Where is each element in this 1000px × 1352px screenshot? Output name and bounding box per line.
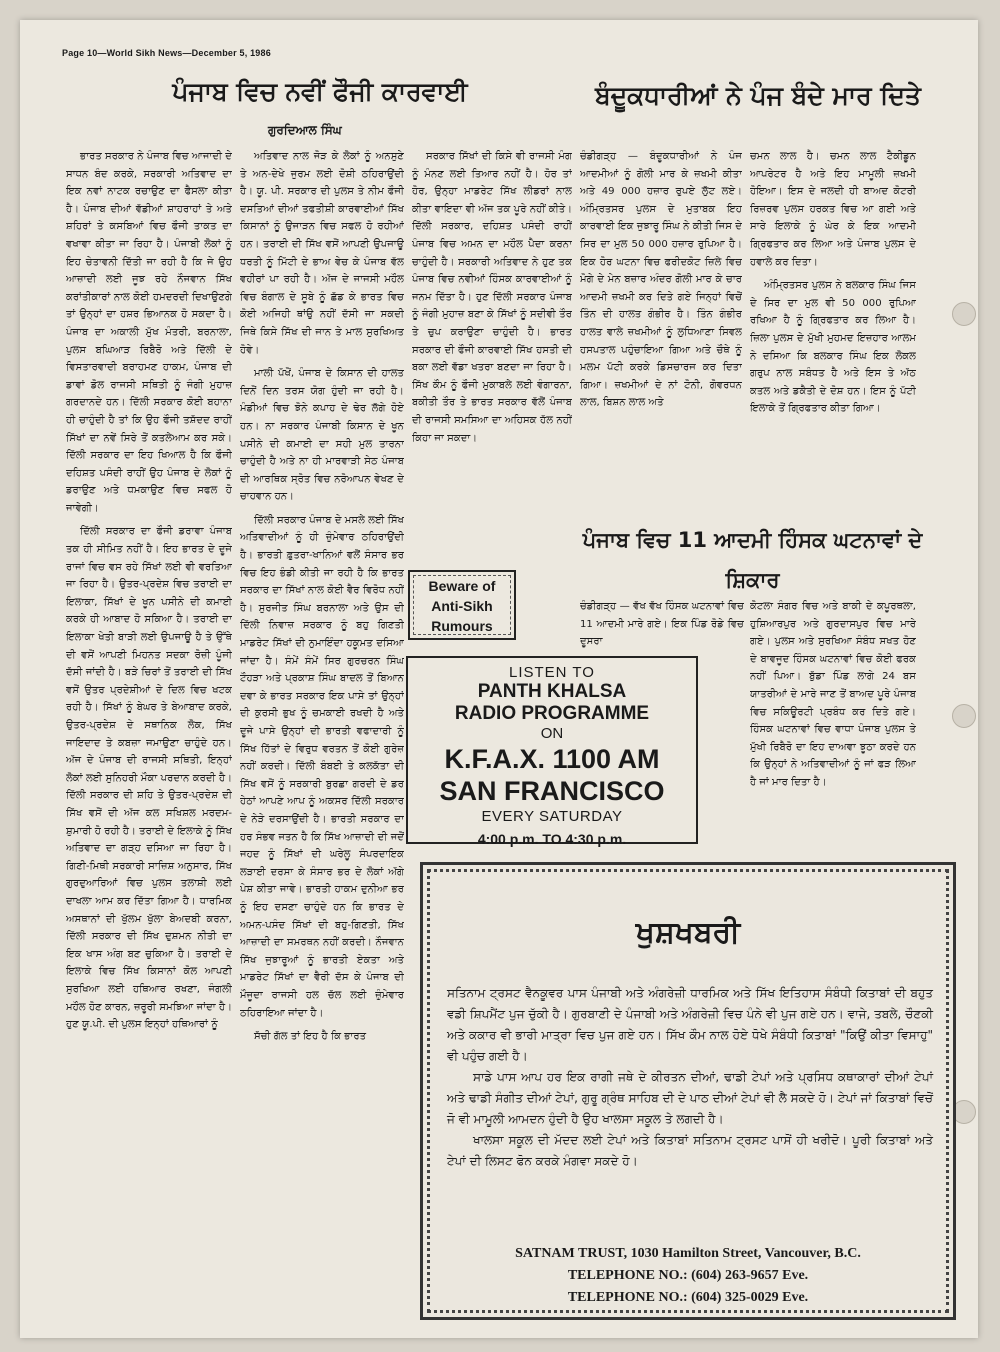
ad-body: [447, 983, 933, 1172]
ad-paragraph: ਖਾਲਸਾ ਸਕੂਲ ਦੀ ਮੱਦਦ ਲਈ ਟੇਪਾਂ ਅਤੇ ਕਿਤਾਬਾਂ ਸਤਿਨਾਮ ਟ੍ਰਸਟ ਪਾਸੋਂ ਹੀ ਖਰੀਦੋ। ਪੂਰੀ ਕਿਤਾਬਾਂ ਅਤੇ ਟੇਪਾਂ ਦੀ ਲਿਸਟ ਫੋਨ ਕਰਕੇ ਮੰਗਵਾ ਸਕਦੇ ਹੋ।: [447, 1133, 933, 1168]
rumours-line: Rumours: [431, 618, 493, 634]
ad-phone: TELEPHONE NO.: (604) 325-0029 Eve.: [567, 1290, 809, 1305]
article3-paragraph: ਕੋਟਲਾ ਸੰਗਰ ਵਿਚ ਅਤੇ ਬਾਕੀ ਦੇ ਕਪੂਰਥਲਾ, ਹੁਸ਼ਿਆਰਪੁਰ ਅਤੇ ਗੁਰਦਾਸਪੁਰ ਵਿਚ ਮਾਰੇ ਗਏ। ਪੁਲਸ ਅਤੇ ਸੁਰਖਿਆ ਸੰਬੰਧ ਸਖਤ ਹੋਣ ਦੇ ਬਾਵਜੂਦ ਹਿੰਸਕ ਘਟਨਾਵਾਂ ਵਿਚ ਕੋਈ ਫਰਕ ਨਹੀਂ ਪਿਆ। ਬੁੱਡਾ ਪਿੰਡ ਲਾਗੇ 24 ਬਸ ਯਾਤਰੀਆਂ ਦੇ ਮਾਰੇ ਜਾਣ ਤੋਂ ਬਾਅਦ ਪੂਰੇ ਪੰਜਾਬ ਵਿਚ ਸਕਿਊਰਟੀ ਪ੍ਰਬੰਧ ਕਰ ਦਿਤੇ ਗਏ। ਹਿੰਸਕ ਘਟਨਾਵਾਂ ਵਿਚ ਵਾਧਾ ਪੰਜਾਬ ਪੁਲਸ ਤੇ ਮੁੱਖੀ ਰਿਬੈਰੋ ਦਾ ਇਹ ਦਾਅਵਾ ਝੂਠਾ ਕਰਦੇ ਹਨ ਕਿ ਉਨ੍ਹਾਂ ਨੇ ਅਤਿਵਾਦੀਆਂ ਨੂੰ ਜਾਂ ਫੜ ਲਿਆ ਹੈ ਜਾਂ ਮਾਰ ਦਿਤਾ ਹੈ।: [750, 601, 916, 788]
page-folio: Page 10—World Sikh News—December 5, 1986: [62, 48, 271, 58]
article1-paragraph: ਸਰਕਾਰ ਸਿੱਖਾਂ ਦੀ ਕਿਸੇ ਵੀ ਰਾਜਸੀ ਮੰਗ ਨੂੰ ਮੰਨਣ ਲਈ ਤਿਆਰ ਨਹੀਂ ਹੈ। ਹੋਰ ਤਾਂ ਹੋਰ, ਉਨ੍ਹਾ ਮਾਡਰੇਟ ਸਿੱਖ ਲੀਡਰਾਂ ਨਾਲ ਕੀਤਾ ਵਾਇਦਾ ਵੀ ਅੱਜ ਤਕ ਪੂਰੇ ਨਹੀਂ ਕੀਤੇ। ਦਿੱਲੀ ਸਰਕਾਰ, ਦਹਿਸ਼ਤ ਪਸੰਦੀ ਰਾਹੀਂ ਪੰਜਾਬ ਵਿਚ ਅਮਨ ਦਾ ਮਹੌਲ ਪੈਦਾ ਕਰਨਾ ਚਾਹੁੰਦੀ ਹੈ। ਸਰਕਾਰੀ ਅਤਿਵਾਦ ਨੇ ਹੁਣ ਤਕ ਪੰਜਾਬ ਵਿਚ ਨਵੀਆਂ ਹਿੰਸਕ ਕਾਰਵਾਈਆਂ ਨੂੰ ਜਨਮ ਦਿੱਤਾ ਹੈ। ਹੁਣ ਦਿੱਲੀ ਸਰਕਾਰ ਪੰਜਾਬ ਨੂੰ ਜੰਗੀ ਮੁਹਾਜ਼ ਬਣਾ ਕੇ ਸਿੱਖਾਂ ਨੂੰ ਸਦੀਵੀ ਤੌਰ ਤੇ ਚੁਪ ਕਰਾਉਣਾ ਚਾਹੁੰਦੀ ਹੈ। ਭਾਰਤ ਸਰਕਾਰ ਦੀ ਫੌਜੀ ਕਾਰਵਾਈ ਸਿੱਖ ਹਸਤੀ ਦੀ ਬਕਾ ਲਈ ਵੱਡਾ ਖਤਰਾ ਬਣਦਾ ਜਾ ਰਿਹਾ ਹੈ। ਸਿੱਖ ਕੌਮ ਨੂੰ ਫੌਜੀ ਮੁਕਾਬਲੇ ਲਈ ਵੰਗਾਰਨਾ, ਬਕੀਤੀ ਤੌਰ ਤੇ ਭਾਰਤ ਸਰਕਾਰ ਵੱਲੋਂ ਪੰਜਾਬ ਦੀ ਰਾਜਸੀ ਸਮਸਿਆ ਦਾ ਅਹਿਸਕ ਹੱਲ ਨਹੀਂ ਕਿਹਾ ਜਾ ਸਕਦਾ।: [412, 151, 572, 444]
binder-hole: [952, 704, 976, 728]
ad-paragraph: ਸਾਡੇ ਪਾਸ ਆਪ ਹਰ ਇਕ ਰਾਗੀ ਜਥੇ ਦੇ ਕੀਰਤਨ ਦੀਆਂ, ਢਾਡੀ ਟੇਪਾਂ ਅਤੇ ਪ੍ਰਸਿਧ ਕਥਾਕਾਰਾਂ ਦੀਆਂ ਟੇਪਾਂ ਅਤੇ ਢਾਡੀ ਸੰਗੀਤ ਦੀਆਂ ਟੇਪਾਂ, ਗੁਰੂ ਗ੍ਰੰਥ ਸਾਹਿਬ ਦੀ ਦੇ ਪਾਠ ਦੀਆਂ ਟੇਪਾਂ ਵੀ ਲੈ ਸਕਦੇ ਹੋ। ਟੇਪਾਂ ਜਾਂ ਕਿਤਾਬਾਂ ਵਿਚੋਂ ਜੋ ਵੀ ਮਾਮੂਲੀ ਆਮਦਨ ਹੁੰਦੀ ਹੈ ਉਹ ਖਾਲਸਾ ਸਕੂਲ ਤੇ ਲਗਦੀ ਹੈ।: [447, 1070, 933, 1126]
ad-phone: TELEPHONE NO.: (604) 263-9657 Eve.: [567, 1268, 809, 1283]
radio-station: K.F.A.X. 1100 AM: [444, 744, 660, 774]
radio-schedule: EVERY SATURDAY: [481, 808, 623, 825]
article2-paragraph: ਅੰਮ੍ਰਿਤਸਰ ਪੁਲਸ ਨੇ ਬਲਕਾਰ ਸਿੰਘ ਜਿਸ ਦੇ ਸਿਰ ਦਾ ਮੁਲ ਵੀ 50 000 ਰੁਪਿਆ ਰਖਿਆ ਹੈ ਨੂੰ ਗ੍ਰਿਫਤਾਰ ਕਰ ਲਿਆ ਹੈ। ਜ਼ਿਲਾ ਪੁਲਸ ਦੇ ਮੁੱਖੀ ਮੁਹਮਦ ਇਜ਼ਹਾਰ ਆਲਮ ਨੇ ਦਸਿਆ ਕਿ ਬਲਕਾਰ ਸਿੰਘ ਇਕ ਲੋਕਲ ਗਰੁਪ ਨਾਲ ਸਬੰਧਤ ਹੈ ਅਤੇ ਇਸ ਤੇ ਅੱਠ ਕਤਲ ਅਤੇ ਡਕੈਤੀ ਦੇ ਦੋਸ਼ ਹਨ। ਇਸ ਨੂੰ ਪੱਟੀ ਇਲਾਕੇ ਤੋਂ ਗ੍ਰਿਫਤਾਰ ਕੀਤਾ ਗਿਆ।: [750, 280, 916, 415]
ad-title: ਖੁਸ਼ਖਬਰੀ: [635, 915, 741, 950]
article1-paragraph: ਦਿੱਲੀ ਸਰਕਾਰ ਪੰਜਾਬ ਦੇ ਮਸਲੇ ਲਈ ਸਿੱਖ ਅਤਿਵਾਦੀਆਂ ਨੂੰ ਹੀ ਜ਼ੁੰਮੇਵਾਰ ਠਹਿਰਾਉਂਦੀ ਹੈ। ਭਾਰਤੀ ਫ਼ੁਤਰਾ-ਖਾਨਿਆਂ ਵਲੋਂ ਸੰਸਾਰ ਭਰ ਵਿਚ ਇਹ ਭੰਡੀ ਕੀਤੀ ਜਾ ਰਹੀ ਹੈ ਕਿ ਭਾਰਤ ਸਰਕਾਰ ਦਾ ਸਿੱਖਾਂ ਨਾਲ ਕੋਈ ਵੈਰ ਵਿਰੋਧ ਨਹੀਂ ਹੈ। ਸੁਰਜੀਤ ਸਿੰਘ ਬਰਨਾਲਾ ਅਤੇ ਉਸ ਦੀ ਦਿੱਲੀ ਨਿਵਾਜ਼ ਸਰਕਾਰ ਨੂੰ ਬਹੁ ਗਿਣਤੀ ਮਾਡਰੇਟ ਸਿੱਖਾਂ ਦੀ ਨੁਮਾਇੰਦਾ ਹਕੂਮਤ ਦਸਿਆ ਜਾਂਦਾ ਹੈ। ਸੰਮੇਂ ਸੰਮੇਂ ਸਿਰ ਗੁਰਚਰਨ ਸਿੰਘ ਟੌਹੜਾ ਅਤੇ ਪ੍ਰਕਾਸ਼ ਸਿੰਘ ਬਾਦਲ ਤੋਂ ਬਿਆਨ ਦਵਾ ਕੇ ਭਾਰਤ ਸਰਕਾਰ ਇਕ ਪਾਸੇ ਤਾਂ ਉਨ੍ਹਾਂ ਦੀ ਕੁਰਸੀ ਭੁਖ ਨੂੰ ਚਮਕਾਈ ਰਖਦੀ ਹੈ ਅਤੇ ਦੂਜੇ ਪਾਸੇ ਉਨ੍ਹਾਂ ਦੀ ਭਾਰਤੀ ਵਫਾਦਾਰੀ ਨੂੰ ਸਿੱਖ ਹਿੱਤਾਂ ਦੇ ਵਿਰੁਧ ਵਰਤਨ ਤੋਂ ਕੋਈ ਗੁਰੇਜ਼ ਨਹੀਂ ਕਰਦੀ। ਦਿੱਲੀ ਬੰਬਈ ਤੇ ਕਲਕੱਤਾ ਦੀ ਸਿੱਖ ਵਸੋਂ ਨੂੰ ਸਰਕਾਰੀ ਬੁਰਛਾ ਗਰਦੀ ਦੇ ਡਰ ਹੇਠਾਂ ਆਪਣੇ ਆਪ ਨੂੰ ਅਕਸਰ ਦਿੱਲੀ ਸਰਕਾਰ ਦੇ ਨੇੜੇ ਦਰਸਾਉਂਦੀ ਹੈ। ਭਾਰਤੀ ਸਰਕਾਰ ਦਾ ਹਰ ਸੰਭਵ ਜਤਨ ਹੈ ਕਿ ਸਿੱਖ ਆਜ਼ਾਦੀ ਦੀ ਜਦੋਂ ਜਹਦ ਨੂੰ ਸਿੱਖਾਂ ਦੀ ਘਰੇਲੂ ਸੰਪਰਦਾਇਕ ਲੜਾਈ ਦਰਸਾ ਕੇ ਸੰਸਾਰ ਭਰ ਦੇ ਲੋਕਾਂ ਅੱਗੇ ਪੇਸ਼ ਕੀਤਾ ਜਾਵੇ। ਭਾਰਤੀ ਹਾਕਮ ਦੁਨੀਆ ਭਰ ਨੂੰ ਇਹ ਦਸਣਾ ਚਾਹੁੰਦੇ ਹਨ ਕਿ ਭਾਰਤ ਦੇ ਅਮਨ-ਪਸੰਦ ਸਿੱਖਾਂ ਦੀ ਬਹੁ-ਗਿਣਤੀ, ਸਿੱਖ ਆਜ਼ਾਦੀ ਦਾ ਸਮਰਥਨ ਨਹੀਂ ਕਰਦੀ। ਨੌਜਵਾਨ ਸਿੱਖ ਜੁਝਾਰੂਆਂ ਨੂੰ ਭਾਰਤੀ ਏਕਤਾ ਅਤੇ ਮਾਡਰੇਟ ਸਿੱਖਾਂ ਦਾ ਵੈਰੀ ਦੱਸ ਕੇ ਪੰਜਾਬ ਦੀ ਮੌਜੂਦਾ ਰਾਜਸੀ ਹਲ ਚੱਲ ਲਈ ਜ਼ੁੰਮੇਵਾਰ ਠਹਿਰਾਇਆ ਜਾਂਦਾ ਹੈ।: [240, 514, 404, 1019]
binder-hole: [952, 302, 976, 326]
article1-paragraph: ਸੱਚੀ ਗੱਲ ਤਾਂ ਇਹ ਹੈ ਕਿ ਭਾਰਤ: [254, 1031, 367, 1043]
article1-column-2: [240, 148, 404, 1328]
article3-column-1: [580, 598, 744, 658]
radio-time: 4:00 p.m. TO 4:30 p.m.: [477, 831, 627, 847]
article3-headline: ਪੰਜਾਬ ਵਿਚ 11 ਆਦਮੀ ਹਿੰਸਕ ਘਟਨਾਵਾਂ ਦੇ ਸ਼ਿਕਾਰ: [582, 528, 923, 592]
article1-paragraph: ਮਾਲੀ ਪੱਖੋਂ, ਪੰਜਾਬ ਦੇ ਕਿਸਾਨ ਦੀ ਹਾਲਤ ਦਿਨੋਂ ਦਿਨ ਤਰਸ ਯੋਗ ਹੁੰਦੀ ਜਾ ਰਹੀ ਹੈ। ਮੰਡੀਆਂ ਵਿਚ ਝੋਨੇ ਕਪਾਹ ਦੇ ਢੇਰ ਲੱਗੇ ਹੋਏ ਹਨ। ਨਾ ਸਰਕਾਰ ਪੰਜਾਬੀ ਕਿਸਾਨ ਦੇ ਖੂਨ ਪਸੀਨੇ ਦੀ ਕਮਾਈ ਦਾ ਸਹੀ ਮੁਲ ਤਾਰਨਾ ਚਾਹੁੰਦੀ ਹੈ ਅਤੇ ਨਾ ਹੀ ਮਾਰਵਾੜੀ ਸੇਠ ਪੰਜਾਬ ਦੀ ਆਰਥਿਕ ਸ੍ਰੋਤ ਵਿਚ ਨਰੋਆਪਨ ਵੇਖਣ ਦੇ ਚਾਹਵਾਨ ਹਨ।: [240, 368, 404, 503]
satnam-trust-ad: [420, 862, 956, 1320]
ad-contact: [423, 1243, 953, 1309]
ad-paragraph: ਸਤਿਨਾਮ ਟ੍ਰਸਟ ਵੈਨਕੂਵਰ ਪਾਸ ਪੰਜਾਬੀ ਅਤੇ ਅੰਗਰੇਜ਼ੀ ਧਾਰਮਿਕ ਅਤੇ ਸਿੱਖ ਇਤਿਹਾਸ ਸੰਬੰਧੀ ਕਿਤਾਬਾਂ ਦੀ ਬਹੁਤ ਵਡੀ ਸ਼ਿਪਮੈਂਟ ਪੁਜ ਚੁੱਕੀ ਹੈ। ਗੁਰਬਾਣੀ ਦੇ ਪੰਜਾਬੀ ਅਤੇ ਅੰਗਰੇਜ਼ੀ ਵਿਚ ਪੰਨੇ ਵੀ ਪੁਜ ਗਏ ਹਨ। ਵਾਜੇ, ਤਬਲੇ, ਚੌਣਕੀ ਅਤੇ ਕਕਾਰ ਵੀ ਭਾਰੀ ਮਾਤ੍ਰਾ ਵਿਚ ਪੁਜ ਗਏ ਹਨ। ਸਿੱਖ ਕੌਮ ਨਾਲ ਹੋਏ ਧੋਖੇ ਸੰਬੰਧੀ ਕਿਤਾਬਾਂ "ਕਿਉਂ ਕੀਤਾ ਵਿਸਾਹੁ" ਵੀ ਪਹੁੰਚ ਗਈ ਹੈ।: [447, 986, 933, 1063]
radio-name-line1: PANTH KHALSA: [477, 681, 627, 702]
rumours-line: Beware of: [428, 578, 496, 594]
article2-paragraph: ਚਮਨ ਲਾਲ ਹੈ। ਚਮਨ ਲਾਲ ਟੈਕੀਡੂਨ ਆਪਰੇਟਰ ਹੈ ਅਤੇ ਇਹ ਮਾਮੂਲੀ ਜ਼ਖਮੀ ਹੋਇਆ। ਇਸ ਦੇ ਜਲਦੀ ਹੀ ਬਾਅਦ ਕੋਟਰੀ ਰਿਜ਼ਰਵ ਪੁਲਸ ਹਰਕਤ ਵਿਚ ਆ ਗਈ ਅਤੇ ਸਾਰੇ ਇਲਾਕੇ ਨੂੰ ਘੇਰ ਕੇ ਇਕ ਆਦਮੀ ਗ੍ਰਿਫਤਾਰ ਕਰ ਲਿਆ ਅਤੇ ਪੰਜਾਬ ਪੁਲਸ ਦੇ ਹਵਾਲੇ ਕਰ ਦਿਤਾ।: [750, 151, 916, 268]
article1-column-3: [412, 148, 572, 558]
radio-on: ON: [540, 725, 564, 742]
anti-sikh-rumours-box: [408, 570, 516, 640]
article1-paragraph: ਅਤਿਵਾਦ ਨਾਲ ਜੋੜ ਕੇ ਲੋਕਾਂ ਨੂੰ ਅਨਸੁਣੇ ਤੇ ਅਨ-ਦੇਖੇ ਜੁਰਮ ਲਈ ਦੋਸ਼ੀ ਠਹਿਰਾਉਂਦੀ ਹੈ। ਯੂ. ਪੀ. ਸਰਕਾਰ ਦੀ ਪੁਲਸ ਤੇ ਨੀਮ ਫੌਜੀ ਦਸਤਿਆਂ ਦੀਆਂ ਤਫਤੀਸ਼ੀ ਕਾਰਵਾਈਆਂ ਸਿੱਖ ਕਿਸਾਨਾਂ ਨੂੰ ਉਜਾੜਨ ਵਿਚ ਸਫਲ ਹੋ ਰਹੀਆਂ ਹਨ। ਤਰਾਈ ਦੀ ਸਿੱਖ ਵਸੋਂ ਆਪਣੀ ਉਪਜਾਊ ਧਰਤੀ ਨੂੰ ਮਿੱਟੀ ਦੇ ਭਾਅ ਵੇਚ ਕੇ ਪੰਜਾਬ ਵੱਲ ਵਹੀਰਾਂ ਪਾ ਰਹੀ ਹੈ। ਅੱਜ ਦੇ ਜਾਜਸੀ ਮਹੌਲ ਵਿਚ ਬੰਗਾਲ ਦੇ ਸੂਬੇ ਨੂੰ ਛੱਡ ਕੇ ਭਾਰਤ ਵਿਚ ਕੋਈ ਅਜਿਹੀ ਥਾਂਉ ਨਹੀਂ ਦੱਸੀ ਜਾ ਸਕਦੀ ਜਿਥੇ ਕਿਸੇ ਸਿੱਖ ਦੀ ਜਾਨ ਤੇ ਮਾਲ ਸੁਰਖਿਅਤ ਹੋਵੇ।: [240, 151, 404, 356]
article2-column-1: [580, 148, 742, 518]
article1-byline: ਗੁਰਦਿਆਲ ਸਿੰਘ: [268, 123, 342, 137]
rumours-line: Anti-Sikh: [431, 598, 493, 614]
radio-name-line2: RADIO PROGRAMME: [454, 703, 650, 724]
article3-paragraph: ਚੰਡੀਗੜ੍ਹ — ਵੱਖ ਵੱਖ ਹਿੰਸਕ ਘਟਨਾਵਾਂ ਵਿਚ 11 ਆਦਮੀ ਮਾਰੇ ਗਏ। ਇਕ ਪਿੰਡ ਰੋਡੇ ਵਿਚ ਦੂਸਰਾ: [580, 601, 744, 648]
radio-city: SAN FRANCISCO: [439, 776, 665, 806]
article1-paragraph: ਦਿੱਲੀ ਸਰਕਾਰ ਦਾ ਫੌਜੀ ਡਰਾਵਾ ਪੰਜਾਬ ਤਕ ਹੀ ਸੀਮਿਤ ਨਹੀਂ ਹੈ। ਇਹ ਭਾਰਤ ਦੇ ਦੂਜੇ ਰਾਜਾਂ ਵਿਚ ਵਸ ਰਹੇ ਸਿੱਖਾਂ ਲਈ ਵੀ ਵਰਤਿਆ ਜਾ ਰਿਹਾ ਹੈ। ਉਤਰ-ਪ੍ਰਦੇਸ਼ ਵਿਚ ਤਰਾਈ ਦਾ ਇਲਾਕਾ, ਸਿੱਖਾਂ ਦੇ ਖੂਨ ਪਸੀਨੇ ਦੀ ਕਮਾਈ ਕਰਕੇ ਹੀ ਆਬਾਦ ਹੋ ਸਕਿਆ ਹੈ। ਤਰਾਈ ਦਾ ਇਲਾਕਾ ਖੇਤੀ ਬਾੜੀ ਲਈ ਉਪਜਾਊ ਹੈ ਤੇ ਉੱਥੇ ਦੀ ਵਸੋਂ ਆਪਣੀ ਮਿਹਨਤ ਸਦਕਾ ਰੋਜ਼ੀ ਪੂੰਜੀ ਦੱਸੀ ਜਾਂਦੀ ਹੈ। ਬੜੇ ਚਿਰਾਂ ਤੋਂ ਤਰਾਈ ਦੀ ਸਿੱਖ ਵਸੋਂ ਉਤਰ ਪ੍ਰਦੇਸ਼ੀਆਂ ਦੇ ਦਿਲ ਵਿਚ ਖਟਕ ਰਹੀ ਹੈ। ਸਿੱਖਾਂ ਨੂੰ ਬੇਘਰ ਤੇ ਬੇਆਬਾਦ ਕਰਕੇ, ਉਤਰ-ਪ੍ਰਦੇਸ਼ ਦੇ ਸਥਾਨਿਕ ਲੋਕ, ਸਿੱਖ ਜਾਇਦਾਦ ਤੇ ਕਬਜ਼ਾ ਜਮਾਉਣਾ ਚਾਹੁੰਦੇ ਹਨ। ਅੱਜ ਦੇ ਪੰਜਾਬ ਦੀ ਰਾਜਸੀ ਸਥਿਤੀ, ਇਨ੍ਹਾਂ ਲੋਕਾਂ ਲਈ ਸੁਨਿਹਰੀ ਮੌਕਾ ਪਰਦਾਨ ਕਰਦੀ ਹੈ। ਦਿੱਲੀ ਸਰਕਾਰ ਦੀ ਸ਼ਹਿ ਤੇ ਉਤਰ-ਪ੍ਰਦੇਸ਼ ਦੀ ਸਿੱਖ ਵਸੋਂ ਦੀ ਅੱਜ ਕਲ ਸਖਿਸ਼ਲ ਮਰਦਮ-ਸ਼ੁਮਾਰੀ ਹੋ ਰਹੀ ਹੈ। ਤਰਾਈ ਦੇ ਇਲਾਕੇ ਨੂੰ ਸਿੱਖ ਅਤਿਵਾਦ ਦਾ ਗੜ੍ਹ ਦਸਿਆ ਜਾ ਰਿਹਾ ਹੈ। ਗਿਣੀ-ਮਿਥੀ ਸਰਕਾਰੀ ਸਾਜ਼ਿਸ਼ ਅਨੁਸਾਰ, ਸਿੱਖ ਗੁਰਦੁਆਰਿਆਂ ਵਿਚ ਪੁਲਸ ਤਲਾਸ਼ੀ ਲਈ ਦਾਖਲਾ ਆਮ ਕਰ ਦਿੱਤਾ ਗਿਆ ਹੈ। ਧਾਰਮਿਕ ਅਸਥਾਨਾਂ ਦੀ ਖੁੱਲਮ ਖੁੱਲਾ ਬੇਅਦਬੀ ਕਰਨਾ, ਦਿੱਲੀ ਸਰਕਾਰ ਦੀ ਸਿੱਖ ਦੁਸ਼ਮਨ ਨੀਤੀ ਦਾ ਇਕ ਖਾਸ ਅੰਗ ਬਣ ਚੁਕਿਆ ਹੈ। ਤਰਾਈ ਦੇ ਇਲਾਕੇ ਵਿਚ ਸਿੱਖ ਕਿਸਾਨਾਂ ਕੋਲ ਆਪਣੀ ਸੁਰਖਿਆ ਲਈ ਹਥਿਆਰ ਰਖਣਾ, ਜੰਗਲੀ ਮਹੌਲ ਹੋਣ ਕਾਰਨ, ਜ਼ਰੂਰੀ ਸਮਝਿਆ ਜਾਂਦਾ ਹੈ। ਹੁਣ ਯੂ.ਪੀ. ਦੀ ਪੁਲਸ ਇਨ੍ਹਾਂ ਹਥਿਆਰਾਂ ਨੂੰ: [66, 526, 232, 1031]
article1-paragraph: ਭਾਰਤ ਸਰਕਾਰ ਨੇ ਪੰਜਾਬ ਵਿਚ ਆਜਾਦੀ ਦੇ ਸਾਧਨ ਬੰਦ ਕਰਕੇ, ਸਰਕਾਰੀ ਅਤਿਵਾਦ ਦਾ ਇਕ ਨਵਾਂ ਨਾਟਕ ਰਚਾਉਣ ਦਾ ਫੈਸਲਾ ਕੀਤਾ ਹੈ। ਪੰਜਾਬ ਦੀਆਂ ਵੱਡੀਆਂ ਸ਼ਾਹਰਾਹਾਂ ਤੇ ਅਤੇ ਸ਼ਹਿਰਾਂ ਤੇ ਕਸਬਿਆਂ ਵਿਚ ਫੌਜੀ ਤਾਕਤ ਦਾ ਵਖਾਵਾ ਕੀਤਾ ਜਾ ਰਿਹਾ ਹੈ। ਪੰਜਾਬੀ ਲੋਕਾਂ ਨੂੰ ਇਹ ਚੇਤਾਵਨੀ ਦਿੱਤੀ ਜਾ ਰਹੀ ਹੈ ਕਿ ਜੇ ਉਹ ਆਜ਼ਾਦੀ ਲਈ ਜੂਝ ਰਹੇ ਨੌਜਵਾਨ ਸਿੱਖ ਕਰਾਂਤੀਕਾਰਾਂ ਨਾਲ ਕੋਈ ਹਮਦਰਦੀ ਦਿਖਾਉਣਗੇ ਤਾਂ ਉਨ੍ਹਾਂ ਦਾ ਹਸ਼ਰ ਭਿਆਨਕ ਹੋ ਸਕਦਾ ਹੈ। ਪੰਜਾਬ ਦਾ ਅਕਾਲੀ ਮੁੱਖ ਮੰਤਰੀ, ਬਰਨਾਲਾ, ਪੁਲਸ ਬਘਿਆੜ ਰਿਬੈਰੋ ਅਤੇ ਦਿੱਲੀ ਦੇ ਵਿਸਤਾਰਵਾਦੀ ਬਰਾਹਮਣ ਹਾਕਮ, ਪੰਜਾਬ ਦੀ ਡਾਵਾਂ ਡੋਲ ਰਾਜਸੀ ਸਥਿਤੀ ਨੂੰ ਜੰਗੀ ਮੁਹਾਜ਼ ਗਰਦਾਨਦੇ ਹਨ। ਦਿੱਲੀ ਸਰਕਾਰ ਕੋਈ ਬਹਾਨਾ ਹੀ ਚਾਹੁੰਦੀ ਹੈ ਤਾਂ ਕਿ ਉਹ ਫੌਜੀ ਤਸ਼ੱਦਦ ਰਾਹੀਂ ਸਿੱਖਾਂ ਦਾ ਨਵੇਂ ਸਿਰੇ ਤੋਂ ਕਤਲੇਆਮ ਕਰ ਸਕੇ। ਦਿੱਲੀ ਸਰਕਾਰ ਦਾ ਇਹ ਖਿਆਲ ਹੈ ਕਿ ਫੌਜੀ ਦਹਿਸ਼ਤ ਪਸੰਦੀ ਰਾਹੀਂ ਉਹ ਪੰਜਾਬ ਦੇ ਲੋਕਾਂ ਨੂੰ ਡਰਾਉਣ ਅਤੇ ਧਮਕਾਉਣ ਵਿਚ ਸਫਲ ਹੋ ਜਾਵੇਗੀ।: [66, 151, 232, 514]
radio-listen: LISTEN TO: [509, 664, 595, 681]
article2-headline: ਬੰਦੂਕਧਾਰੀਆਂ ਨੇ ਪੰਜ ਬੰਦੇ ਮਾਰ ਦਿਤੇ: [595, 81, 921, 110]
article3-column-2: [750, 598, 916, 848]
newspaper-page: [20, 20, 978, 1338]
article1-headline: ਪੰਜਾਬ ਵਿਚ ਨਵੀਂ ਫੌਜੀ ਕਾਰਵਾਈ: [172, 77, 468, 106]
article1-column-1: [66, 148, 232, 1328]
ad-address: SATNAM TRUST, 1030 Hamilton Street, Vancouver, B.C.: [515, 1246, 861, 1261]
article2-column-2: [750, 148, 916, 518]
article2-paragraph: ਚੰਡੀਗੜ੍ਹ — ਬੰਦੂਕਧਾਰੀਆਂ ਨੇ ਪੰਜ ਆਦਮੀਆਂ ਨੂੰ ਗੋਲੀ ਮਾਰ ਕੇ ਜ਼ਖਮੀ ਕੀਤਾ ਅਤੇ 49 000 ਹਜ਼ਾਰ ਰੁਪਏ ਲੁੱਟ ਲਏ। ਅੰਮ੍ਰਿਤਸਰ ਪੁਲਸ ਦੇ ਮੁਤਾਬਕ ਇਹ ਕਾਰਵਾਈ ਇਕ ਜੁਝਾਰੂ ਸਿੰਘ ਨੇ ਕੀਤੀ ਜਿਸ ਦੇ ਸਿਰ ਦਾ ਮੁਲ 50 000 ਹਜ਼ਾਰ ਰੁਪਿਆ ਹੈ। ਇਕ ਹੋਰ ਘਟਨਾ ਵਿਚ ਫਰੀਦਕੋਟ ਜ਼ਿਲੇ ਵਿਚ ਮੋਗੇ ਦੇ ਮੇਨ ਬਜ਼ਾਰ ਅੰਦਰ ਗੋਲੀ ਮਾਰ ਕੇ ਚਾਰ ਆਦਮੀ ਜ਼ਖਮੀ ਕਰ ਦਿਤੇ ਗਏ ਜਿਨ੍ਹਾਂ ਵਿਚੋਂ ਤਿੰਨ ਦੀ ਹਾਲਤ ਗੰਭੀਰ ਹੈ। ਤਿੰਨ ਗੰਭੀਰ ਹਾਲਤ ਵਾਲੇ ਜ਼ਖਮੀਆਂ ਨੂੰ ਲੁਧਿਆਣਾ ਸਿਵਲ ਹਸਪਤਾਲ ਪਹੁੰਚਾਇਆ ਗਿਆ ਅਤੇ ਚੌਥੇ ਨੂੰ ਮਲਮ ਪੱਟੀ ਕਰਕੇ ਡਿਸਚਾਰਜ ਕਰ ਦਿਤਾ ਗਿਆ। ਜ਼ਖਮੀਆਂ ਦੇ ਨਾਂ ਟੋਨੀ, ਗੋਵਰਧਨ ਲਾਲ, ਬਿਸ਼ਨ ਲਾਲ ਅਤੇ: [580, 151, 742, 409]
radio-programme-ad: [406, 656, 698, 847]
